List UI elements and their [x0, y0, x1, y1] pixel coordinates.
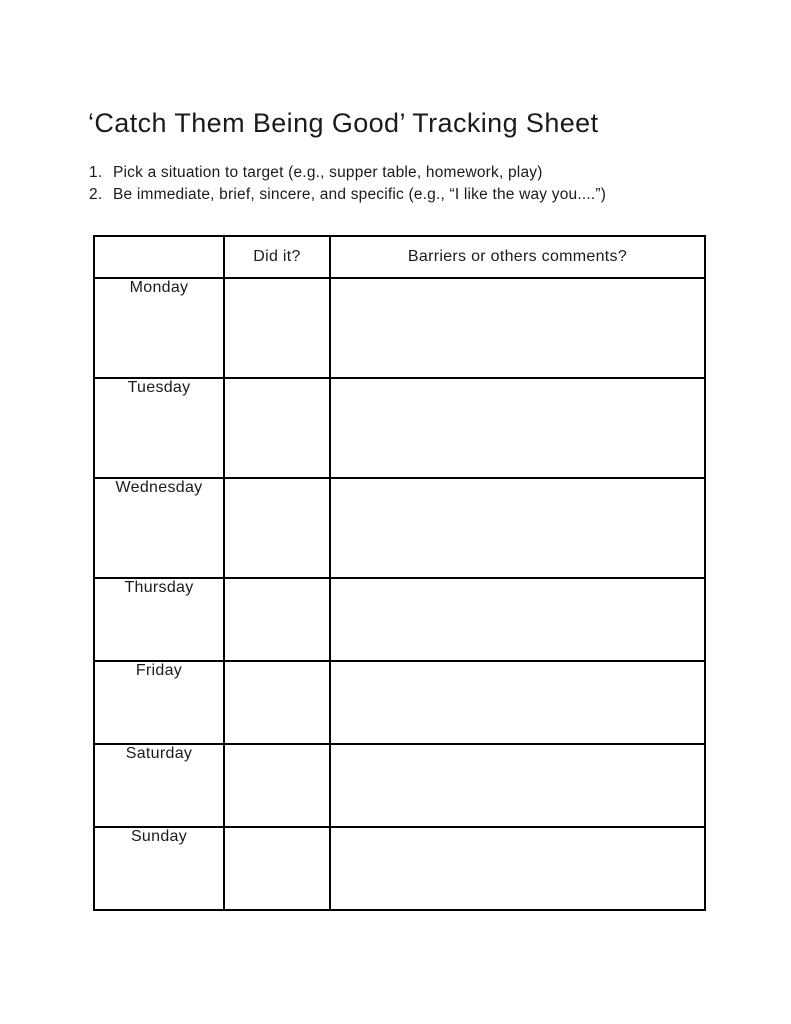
instruction-text: Pick a situation to target (e.g., supper table, homework, play): [113, 164, 543, 181]
page-title: ‘Catch Them Being Good’ Tracking Sheet: [88, 108, 599, 139]
day-cell: Wednesday: [94, 478, 224, 578]
table-row-saturday: [94, 744, 705, 827]
table-row-thursday: [94, 578, 705, 661]
did-it-cell: [224, 827, 330, 910]
comments-cell: [330, 278, 705, 378]
did-it-cell: [224, 661, 330, 744]
tracking-table: [93, 235, 706, 911]
day-cell: Friday: [94, 661, 224, 744]
table-row-sunday: [94, 827, 705, 910]
instruction-text: Be immediate, brief, sincere, and specific (e.g., “I like the way you....”): [113, 186, 607, 203]
instructions-list: [89, 162, 606, 206]
column-header-day: [94, 236, 224, 278]
instruction-number: 2.: [89, 186, 103, 203]
did-it-cell: [224, 278, 330, 378]
instruction-item-1: [89, 162, 606, 184]
column-header-did-it: Did it?: [224, 236, 330, 278]
comments-cell: [330, 478, 705, 578]
comments-cell: [330, 378, 705, 478]
did-it-cell: [224, 578, 330, 661]
comments-cell: [330, 661, 705, 744]
day-cell: Monday: [94, 278, 224, 378]
table-row-monday: [94, 278, 705, 378]
day-cell: Thursday: [94, 578, 224, 661]
comments-cell: [330, 827, 705, 910]
did-it-cell: [224, 744, 330, 827]
table-row-wednesday: [94, 478, 705, 578]
did-it-cell: [224, 478, 330, 578]
instruction-number: 1.: [89, 164, 103, 181]
table-header-row: [94, 236, 705, 278]
did-it-cell: [224, 378, 330, 478]
comments-cell: [330, 744, 705, 827]
day-cell: Tuesday: [94, 378, 224, 478]
table-row-friday: [94, 661, 705, 744]
column-header-comments: Barriers or others comments?: [330, 236, 705, 278]
instruction-item-2: [89, 184, 606, 206]
day-cell: Sunday: [94, 827, 224, 910]
day-cell: Saturday: [94, 744, 224, 827]
comments-cell: [330, 578, 705, 661]
table-row-tuesday: [94, 378, 705, 478]
